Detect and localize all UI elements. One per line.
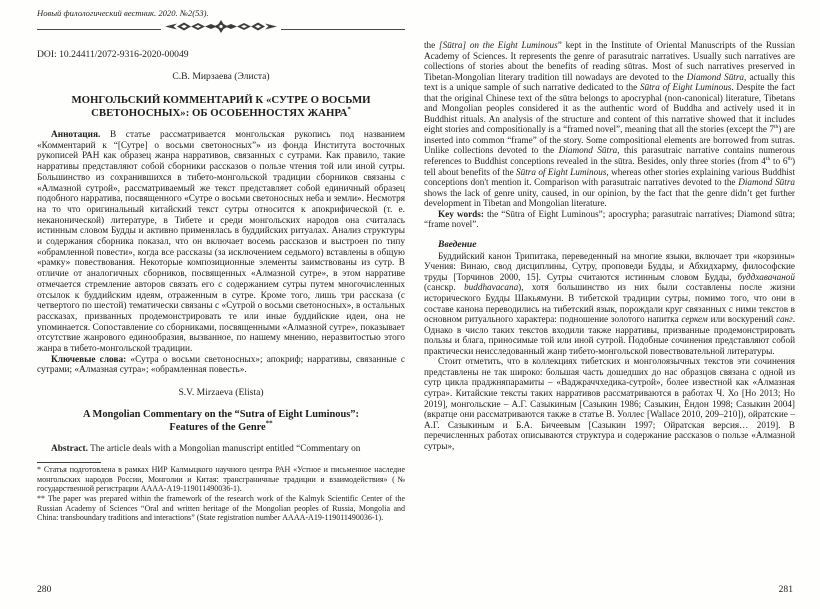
abstract-ru-text: В статье рассматривается монгольская рукопись под названием «Комментарий к “[Сутре] о восьми светоносных”» из фонда Института восточных рукописей РАН как образец жанра нарративов, связанных с сутрами. Как правило, такие нарративы представляют собой сборники рассказов о пользе чтения той или иной сутры. Большинство из сохранившихся в тибето-монгольской традиции сборников связаны с «Алмазной сутрой», рассматриваемый же текст представляет собой единичный образец подобного нарратива, посвященного «Сутре о восьми светоносных неба и земли». Несмотря на то что оригинальный китайский текст сутры относится к апокрифической (т. е. неканонической) литературе, в Тибете и среди монгольских народов она считалась истинным словом Будды и активно применялась в буддийских ритуалах. Анализ структуры и содержания сборника показал, что он включает восемь рассказов и выстроен по типу «обрамленной повести», когда все рассказы (за исключением седьмого) вставлены в общую «рамку» повествования. Некоторые композиционные элементы заимствованы из сутр. В отличие от аналогичных сборников, посвященных «Алмазной сутре», в этом нарративе отмечается стремление авторов связать его с содержанием сутры путем многочисленных отсылок к буддийским идеям, отраженным в сутре. Кроме того, лишь три рассказа (с четвертого по шестой) тематически связаны с «Сутрой о восьми светоносных», в остальных рассказах, призванных продемонстрировать те или иные буддийские идеи, она не упоминается. Сопоставление со сборниками, посвященными «Алмазной сутре», показывает отсутствие жанрового единообразия, вызванное, по нашему мнению, неразвитостью этого жанра в тибето-монгольской традиции. bbox=[37, 130, 405, 355]
abstract-ru-label: Аннотация. bbox=[51, 130, 101, 140]
abstract-en-start bbox=[37, 444, 405, 455]
title-en-line2: Features of the Genre bbox=[169, 422, 266, 434]
abstract-ru bbox=[37, 130, 405, 355]
divider-line-right bbox=[281, 29, 405, 30]
keywords-ru-text: «Сутра о восьми светоносных»; апокриф; нарративы, связанные с сутрами; «Алмазная сутра»; «обрамленная повесть». bbox=[37, 354, 405, 376]
section-heading-introduction: Введение bbox=[438, 238, 477, 250]
abstract-en-continuation: the [Sūtra] on the Eight Luminous” kept in the Institute of Oriental Manuscripts of the Russian Academy of Sciences. It represents the genre of parasutraic narratives. Usually such narratives are collections of stories about the benefits of reading sūtras. Most of such narratives preserved in Tibetan-Mongolian literary tradition till nowadays are devoted to the Diamond Sūtra, actually this text is a unique sample of such narrative dedicated to the Sūtra of Eight Luminous. Despite the fact that the original Chinese text of the sūtra belongs to apocryphal (non-canonical) literature, Tibetans and Mongolian peoples considered it as the authentic word of Buddha and actively used it in Buddhist rituals. An analysis of the structure and content of this narrative showed that it includes eight stories and compositionally is a “framed novel”, meaning that all the stories (except the 7th) are inserted into common “frame” of the story. Some compositional elements are borrowed from sutras. Unlike collections devoted to the Diamond Sūtra, this parasutraic narrative contains numerous references to Buddhist conceptions revealed in the sūtra. Besides, only three stories (from 4th to 6th) tell about benefits of the Sūtra of Eight Luminous, whereas other stories explaining various Buddhist conceptions don't mention it. Comparison with parasutraic narratives devoted to the Diamond Sūtra shows the lack of genre unity, caused, in our opinion, by the fact that the genre didn’t get further development in Tibetan and Mongolian literature. bbox=[424, 40, 796, 209]
header-divider bbox=[37, 22, 405, 36]
footnote-rule bbox=[37, 462, 101, 463]
article-title-en bbox=[37, 408, 405, 434]
title-en-line1: A Mongolian Commentary on the “Sutra of Eight Luminous”: bbox=[83, 409, 359, 421]
title-ru-footnote-mark: * bbox=[347, 105, 351, 114]
keywords-ru-label: Ключевые слова: bbox=[51, 354, 127, 365]
ornament-divider-icon bbox=[161, 20, 281, 38]
page-number-right: 281 bbox=[778, 584, 793, 595]
page-right bbox=[410, 0, 820, 609]
title-en-footnote-mark: ** bbox=[265, 419, 273, 428]
author-en: S.V. Mirzaeva (Elista) bbox=[178, 387, 264, 399]
abstract-en-start-text: The article deals with a Mongolian manuscript entitled “Commentary on bbox=[87, 444, 361, 455]
doi: DOI: 10.24411/2072-9316-2020-00049 bbox=[37, 49, 189, 60]
introduction-paragraph-1: Буддийский канон Трипитака, переведенный на многие языки, включает три «корзины» Учения: Винаю, свод дисциплины, Сутру, проповеди Будды, и Абхидхарму, философские труды [Торчинов 2000, 15]. Сутры считаются истинным словом Будды, буддхавачаной (санскр. buddhavacana), хотя большинство из них были составлены после жизни исторического Будды Шакьямуни. В тибетской традиции сутры, помимо того, что они в составе канона переводились на тибетский язык, порождали круг связанных с ними текстов в основном ритуального характера: подношение золотого напитка серкем или воскурений санг. Однако в число таких текстов входили также нарративы, призванные продемонстрировать пользы и блага, приносимые той или иной сутрой. Подобные сочинения представляют собой практически неисследованный жанр тибето-монгольской повествовательной литературы. bbox=[424, 250, 795, 356]
title-ru-line2: СВЕТОНОСНЫХ»: ОБ ОСОБЕННОСТЯХ ЖАНРА bbox=[91, 107, 348, 119]
abstract-en-label: Abstract. bbox=[51, 444, 88, 455]
title-ru-line1: МОНГОЛЬСКИЙ КОММЕНТАРИЙ К «СУТРЕ О ВОСЬМИ bbox=[71, 94, 371, 106]
keywords-ru bbox=[37, 355, 405, 376]
footnote-ru: * Статья подготовлена в рамках НИР Калмыцкого научного центра РАН «Устное и письменное наследие монгольских народов России, Монголии и Китая: трансграничные традиции и взаимодействия» (№ государственной регистрации АААА-А19-119011490036-1). bbox=[37, 464, 405, 494]
divider-line-left bbox=[37, 29, 161, 30]
article-title-ru bbox=[37, 94, 405, 120]
running-head: Новый филологический вестник. 2020. №2(53). bbox=[37, 8, 209, 18]
footnote-en: ** The paper was prepared within the framework of the research work of the Kalmyk Scientific Center of the Russian Academy of Sciences “Oral and written heritage of the Mongolian peoples of Russia, Mongolia and China: transboundary traditions and interactions” (State registration number АААА-А19-119011490036-1). bbox=[37, 493, 405, 523]
keywords-en: Key words: the “Sūtra of Eight Luminous”; apocrypha; parasutraic narratives; Diamond sūtra; “frame novel”. bbox=[424, 208, 795, 230]
page-number-left: 280 bbox=[37, 584, 52, 595]
author-ru: С.В. Мирзаева (Элиста) bbox=[172, 71, 270, 82]
introduction-paragraph-2: Стоит отметить, что в коллекциях тибетских и монголоязычных текстов эти сочинения представлены не так широко: большая часть дошедших до нас образцов связана с одной из сутр цикла праджняпарамиты – «Ваджраччхедика-сутрой», более известной как «Алмазная сутра». Китайские тексты таких нарративов рассматриваются в работах Ч. Хо [Ho 2013; Ho 2019], монгольские – А.Г. Сазыкиным [Сазыкин 1986; Сазыкин, Ёндон 1998; Сазыкин 2004] (вкратце они рассматриваются также в статье В. Уоллес [Wallace 2010, 209–210]), ойратские – А.Г. Сазыкиным и Б.А. Бичеевым [Сазыкин 1997; Ойратская версия… 2019]. В перечисленных работах описываются структура и содержание рассказов о пользе «Алмазной сутры», bbox=[424, 356, 795, 451]
